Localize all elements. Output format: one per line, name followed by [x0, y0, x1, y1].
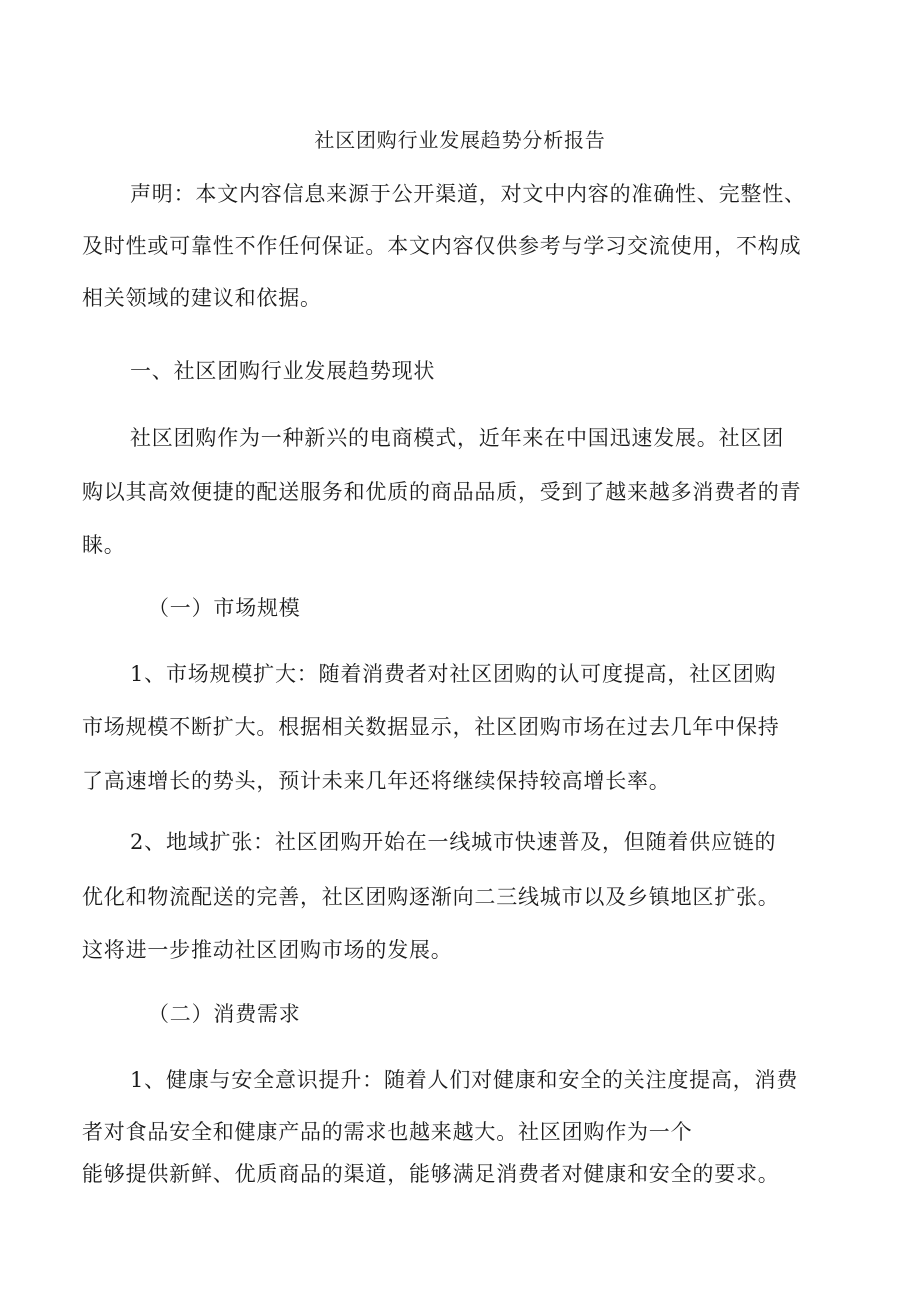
subsection-heading: （一）市场规模 — [148, 596, 301, 620]
paragraph-line: 市场规模不断扩大。根据相关数据显示，社区团购市场在过去几年中保持 — [82, 715, 780, 739]
paragraph-line: 了高速增长的势头，预计未来几年还将继续保持较高增长率。 — [82, 769, 671, 793]
subsection-heading: （二）消费需求 — [148, 1002, 301, 1026]
paragraph-line: 购以其高效便捷的配送服务和优质的商品品质，受到了越来越多消费者的青 — [82, 480, 802, 504]
paragraph-line: 1、健康与安全意识提升：随着人们对健康和安全的关注度提高，消费 — [130, 1068, 799, 1092]
paragraph-line: 优化和物流配送的完善，社区团购逐渐向二三线城市以及乡镇地区扩张。 — [82, 885, 780, 909]
paragraph-line: 1、市场规模扩大：随着消费者对社区团购的认可度提高，社区团购 — [130, 662, 777, 686]
paragraph-line: 者对食品安全和健康产品的需求也越来越大。社区团购作为一个 — [82, 1120, 693, 1144]
paragraph-line: 睐。 — [82, 533, 126, 557]
document-title: 社区团购行业发展趋势分析报告 — [314, 128, 606, 152]
statement-line: 声明：本文内容信息来源于公开渠道，对文中内容的准确性、完整性、 — [130, 182, 806, 206]
statement-line: 及时性或可靠性不作任何保证。本文内容仅供参考与学习交流使用，不构成 — [82, 234, 802, 258]
paragraph-line: 社区团购作为一种新兴的电商模式，近年来在中国迅速发展。社区团 — [130, 426, 784, 450]
paragraph-line: 这将进一步推动社区团购市场的发展。 — [82, 938, 453, 962]
paragraph-line: 能够提供新鲜、优质商品的渠道，能够满足消费者对健康和安全的要求。 — [82, 1162, 780, 1186]
section-heading: 一、社区团购行业发展趋势现状 — [130, 359, 436, 383]
statement-line: 相关领域的建议和依据。 — [82, 286, 322, 310]
paragraph-line: 2、地域扩张：社区团购开始在一线城市快速普及，但随着供应链的 — [130, 830, 777, 854]
